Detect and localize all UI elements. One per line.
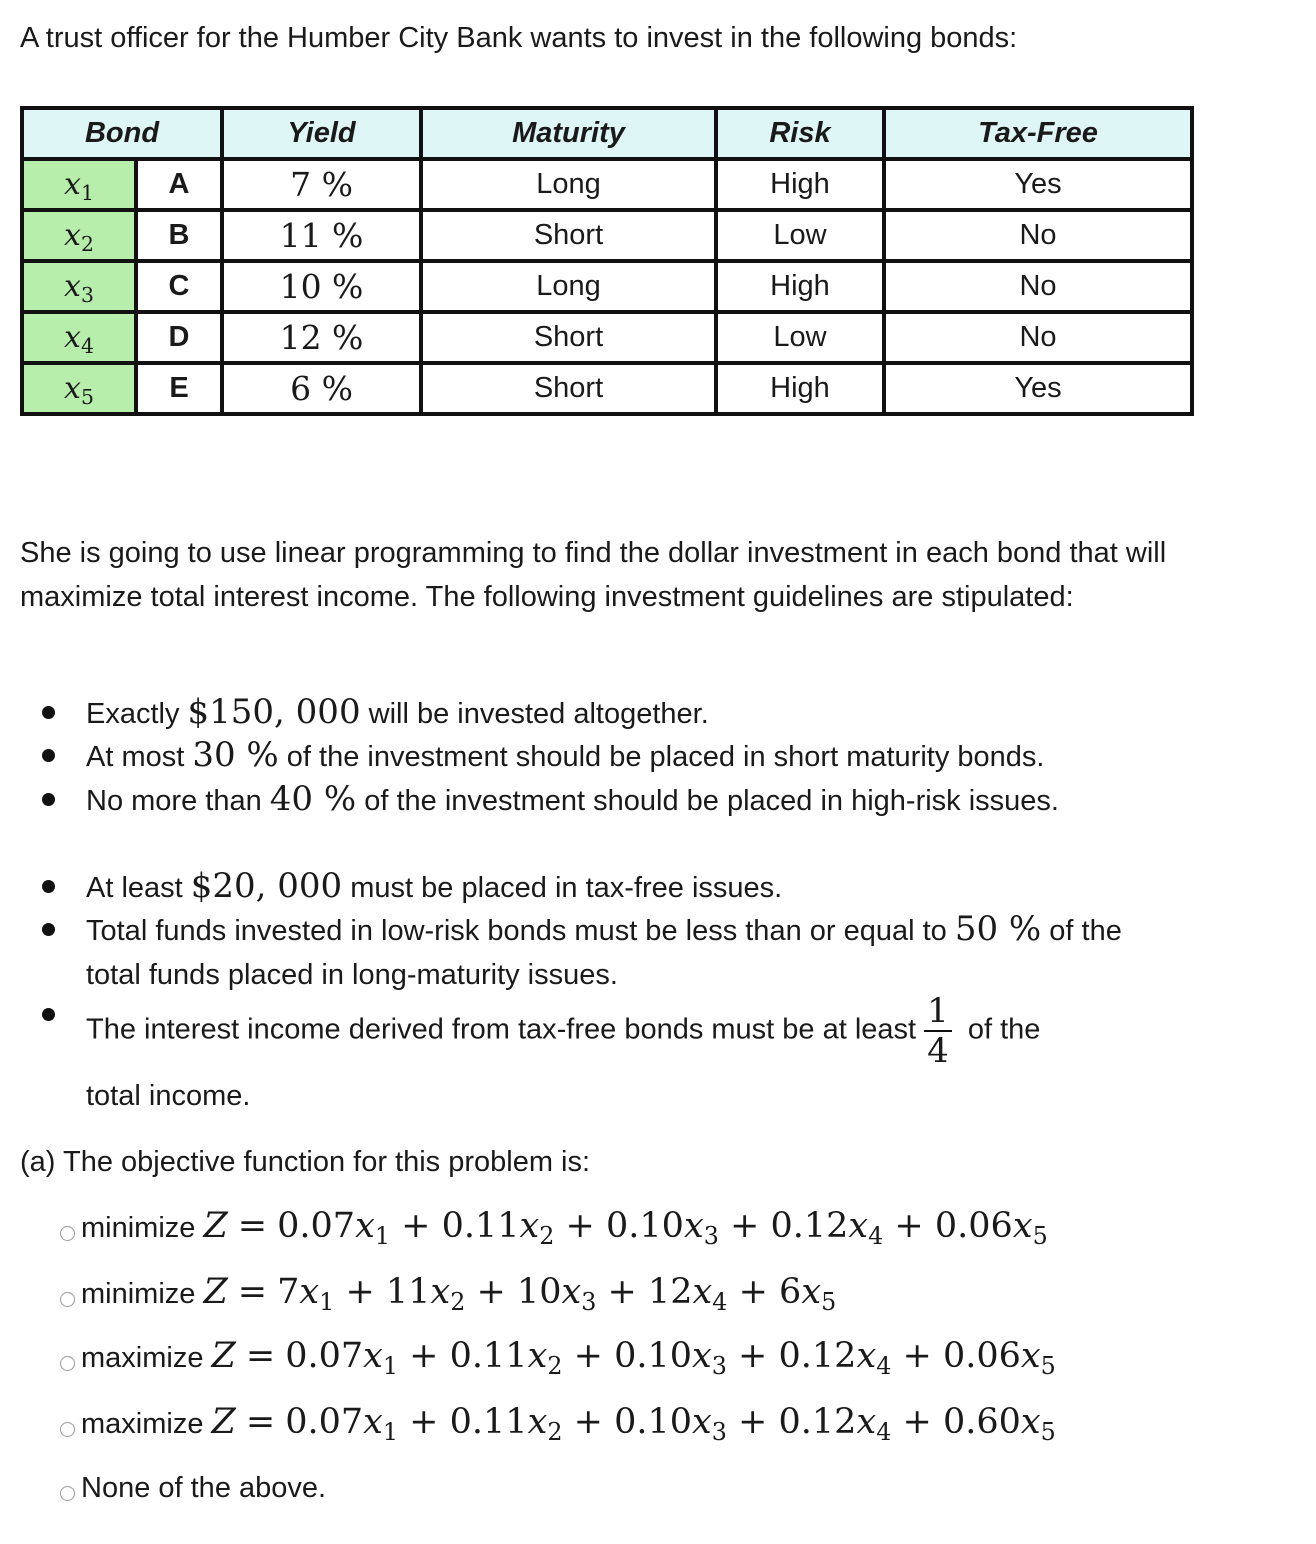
bond-letter-cell: B (136, 210, 222, 261)
risk-cell: High (716, 363, 884, 414)
yield-cell: 11 % (222, 210, 421, 261)
header-risk: Risk (716, 108, 884, 159)
radio-button[interactable] (60, 1422, 75, 1437)
header-bond: Bond (22, 108, 222, 159)
objective-expression: $Z = 0.07x_1 + 0.11x_2 + 0.10x_3 + 0.12x_4 + 0.06x_5$ (211, 1336, 1056, 1381)
maturity-cell: Long (421, 159, 716, 210)
tax-free-cell: No (884, 261, 1192, 312)
maturity-cell: Short (421, 363, 716, 414)
radio-button[interactable] (60, 1226, 75, 1241)
variable-cell: $x_1$ (22, 159, 136, 210)
risk-cell: High (716, 159, 884, 210)
risk-cell: Low (716, 312, 884, 363)
objective-expression: $Z = 0.07x_1 + 0.11x_2 + 0.10x_3 + 0.12x_4 + 0.06x_5$ (203, 1206, 1048, 1251)
answer-option[interactable] (60, 1206, 1048, 1251)
risk-cell: Low (716, 210, 884, 261)
guideline-item: No more than 40 % of the investment should be placed in high-risk issues. (86, 777, 1086, 823)
header-maturity: Maturity (421, 108, 716, 159)
radio-button[interactable] (60, 1292, 75, 1307)
table-row (22, 261, 1192, 312)
yield-cell: 6 % (222, 363, 421, 414)
variable-cell: $x_3$ (22, 261, 136, 312)
bond-table (20, 106, 1194, 416)
table-header-row (22, 108, 1192, 159)
bond-letter-cell: D (136, 312, 222, 363)
header-tax-free: Tax-Free (884, 108, 1192, 159)
header-yield: Yield (222, 108, 421, 159)
fraction-one-quarter: $\frac{1}{4}$ (924, 992, 952, 1070)
tax-free-cell: Yes (884, 363, 1192, 414)
intro-text: A trust officer for the Humber City Bank wants to invest in the following bonds: (20, 22, 1018, 54)
maturity-cell: Long (421, 261, 716, 312)
option-verb: maximize (81, 1342, 204, 1374)
table-row (22, 159, 1192, 210)
guideline-item: Exactly $150, 000 will be invested altogether. (86, 690, 1196, 736)
objective-expression: $Z = 0.07x_1 + 0.11x_2 + 0.10x_3 + 0.12x_4 + 0.60x_5$ (211, 1402, 1056, 1447)
tax-free-cell: No (884, 312, 1192, 363)
option-label: None of the above. (81, 1472, 327, 1504)
variable-cell: $x_5$ (22, 363, 136, 414)
guideline-item: At most 30 % of the investment should be placed in short maturity bonds. (86, 733, 1196, 779)
answer-option[interactable] (60, 1272, 837, 1317)
objective-expression: $Z = 7x_1 + 11x_2 + 10x_3 + 12x_4 + 6x_5$ (203, 1272, 837, 1317)
guideline-post: of the (959, 1013, 1041, 1046)
table-row (22, 210, 1192, 261)
option-verb: maximize (81, 1408, 204, 1440)
tax-free-cell: Yes (884, 159, 1192, 210)
guideline-item: The interest income derived from tax-free bonds must be at least $\frac{1}{4}$ of the total income. (86, 992, 1206, 1118)
maturity-cell: Short (421, 210, 716, 261)
yield-cell: 10 % (222, 261, 421, 312)
answer-option[interactable] (60, 1472, 326, 1505)
guideline-item: At least $20, 000 must be placed in tax-free issues. (86, 864, 1196, 910)
bond-letter-cell: A (136, 159, 222, 210)
option-verb: minimize (81, 1278, 196, 1310)
yield-cell: 12 % (222, 312, 421, 363)
yield-cell: 7 % (222, 159, 421, 210)
guideline-continuation: total income. (86, 1080, 251, 1112)
question-text: (a) The objective function for this problem is: (20, 1146, 591, 1178)
bond-letter-cell: E (136, 363, 222, 414)
tax-free-cell: No (884, 210, 1192, 261)
description-paragraph: She is going to use linear programming to find the dollar investment in each bond that will maximize total interest income. The following investment guidelines are stipulated: (20, 537, 1167, 613)
answer-option[interactable] (60, 1336, 1056, 1381)
maturity-cell: Short (421, 312, 716, 363)
risk-cell: High (716, 261, 884, 312)
table-row (22, 312, 1192, 363)
guideline-item: Total funds invested in low-risk bonds must be less than or equal to 50 % of the total funds placed in long-maturity issues. (86, 907, 1176, 997)
bond-letter-cell: C (136, 261, 222, 312)
option-verb: minimize (81, 1212, 196, 1244)
table-row (22, 363, 1192, 414)
radio-button[interactable] (60, 1356, 75, 1371)
radio-button[interactable] (60, 1486, 75, 1501)
answer-option[interactable] (60, 1402, 1056, 1447)
variable-cell: $x_4$ (22, 312, 136, 363)
variable-cell: $x_2$ (22, 210, 136, 261)
